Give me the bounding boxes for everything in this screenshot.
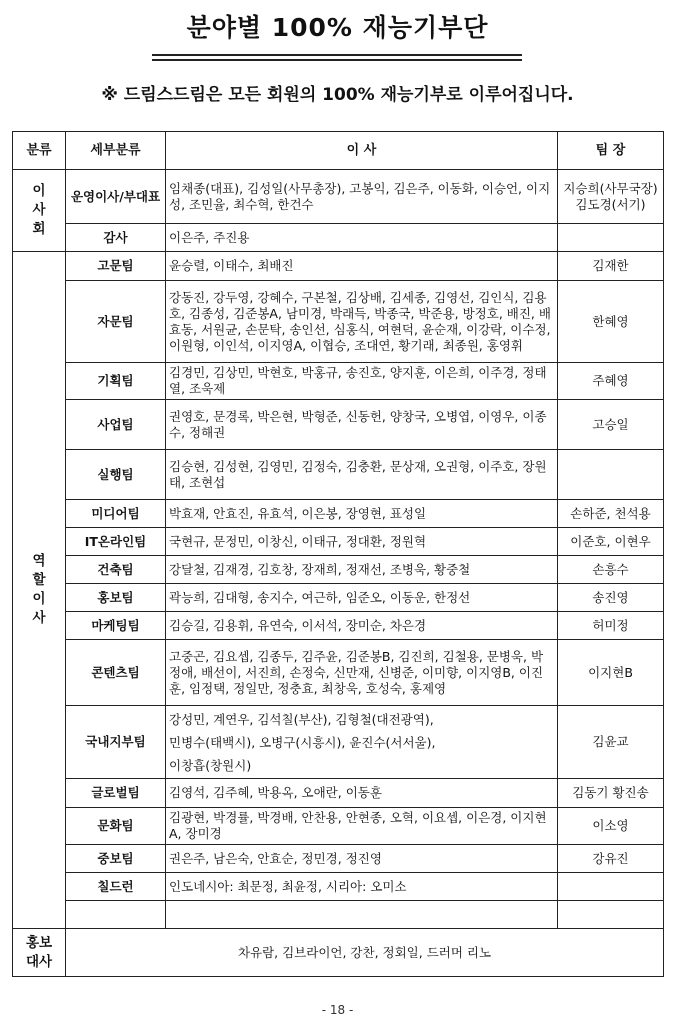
leader-cell: 이준호, 이현우 (558, 528, 664, 556)
talent-donation-table (12, 131, 664, 977)
members-cell: 김경민, 김상민, 박현호, 박홍규, 송진호, 양지훈, 이은희, 이주경, 정태열, 조욱제 (166, 363, 558, 400)
members-cell: 이은주, 주진용 (166, 224, 558, 252)
subcategory-cell: 감사 (66, 224, 166, 252)
header-category: 분류 (13, 132, 66, 170)
leader-cell: 지승희(사무국장) 김도경(서기) (558, 170, 664, 224)
members-line: 강성민, 계연우, 김석칠(부산), 김형철(대전광역), (169, 711, 434, 727)
table-row (13, 224, 664, 252)
table-row (13, 363, 664, 400)
members-cell: 고중곤, 김요셉, 김종두, 김주윤, 김준봉B, 김진희, 김철용, 문병욱, 박정애, 배선이, 서진희, 손정숙, 신만재, 신병준, 이미향, 이지영B, 이진훈, 임정택, 정일만, 정충효, 최창욱, 호성숙, 홍제영 (166, 640, 558, 706)
table-row (13, 528, 664, 556)
table-row (13, 400, 664, 450)
leader-cell: 강유진 (558, 845, 664, 873)
table-row (13, 556, 664, 584)
subcategory-cell: 마케팅팀 (66, 612, 166, 640)
subcategory-cell: 칠드런 (66, 873, 166, 901)
leader-cell: 김윤교 (558, 706, 664, 779)
table-row (13, 640, 664, 706)
subcategory-cell: 건축팀 (66, 556, 166, 584)
leader-cell: 김재한 (558, 252, 664, 281)
subcategory-cell: IT온라인팀 (66, 528, 166, 556)
members-cell: 윤승렬, 이태수, 최배진 (166, 252, 558, 281)
table-row (13, 450, 664, 500)
table-row (13, 170, 664, 224)
table-row (13, 808, 664, 845)
leader-cell (558, 901, 664, 929)
header-members: 이 사 (166, 132, 558, 170)
subcategory-cell (66, 901, 166, 929)
members-cell: 인도네시아: 최문정, 최윤정, 시리아: 오미소 (166, 873, 558, 901)
subcategory-cell: 고문팀 (66, 252, 166, 281)
leader-cell: 손하준, 천석용 (558, 500, 664, 528)
subcategory-cell: 콘텐츠팀 (66, 640, 166, 706)
table-row (13, 612, 664, 640)
leader-cell: 이지현B (558, 640, 664, 706)
category-ambassador (13, 929, 66, 977)
table-row (13, 845, 664, 873)
members-cell: 김승현, 김성현, 김영민, 김정숙, 김충환, 문상재, 오권형, 이주호, 장원태, 조현섭 (166, 450, 558, 500)
leader-cell: 김동기 황진송 (558, 779, 664, 808)
page-number: - 18 - (321, 1003, 354, 1017)
members-cell: 김영석, 김주혜, 박용옥, 오애란, 이동훈 (166, 779, 558, 808)
category-label: 이사회 (32, 183, 46, 237)
members-cell (166, 706, 558, 779)
subcategory-cell: 문화팀 (66, 808, 166, 845)
header-leader: 팀 장 (558, 132, 664, 170)
table-row (13, 779, 664, 808)
page-title: 분야별 100% 재능기부단 (186, 13, 489, 42)
leader-cell: 손흥수 (558, 556, 664, 584)
members-cell: 김광현, 박경률, 박경배, 안찬용, 안현종, 오혁, 이요셉, 이은경, 이지현A, 장미경 (166, 808, 558, 845)
table-row (13, 252, 664, 281)
subcategory-cell: 홍보팀 (66, 584, 166, 612)
members-cell: 권영호, 문경록, 박은현, 박형준, 신동헌, 양창국, 오병엽, 이영우, 이종수, 정해권 (166, 400, 558, 450)
members-cell: 김승길, 김용휘, 유연숙, 이서석, 장미순, 차은경 (166, 612, 558, 640)
leader-cell: 주혜영 (558, 363, 664, 400)
leader-cell (558, 450, 664, 500)
subcategory-cell: 자문팀 (66, 281, 166, 363)
leader-cell: 송진영 (558, 584, 664, 612)
members-cell: 곽능희, 김대형, 송지수, 여근하, 임준오, 이동운, 한정선 (166, 584, 558, 612)
members-cell: 강동진, 강두영, 강혜수, 구본철, 김상배, 김세종, 김영선, 김인식, 김용호, 김종성, 김준봉A, 남미경, 박래득, 박종국, 박준용, 방정호, 배진, 배효동, 서원균, 손문탁, 송인선, 심홍식, 여현덕, 윤순재, 이강락, 이수정, 이원형, 이인석, 이지영A, 이협승, 조대연, 황기래, 최종원, 홍영휘 (166, 281, 558, 363)
members-cell: 임채종(대표), 김성일(사무총장), 고봉익, 김은주, 이동화, 이승언, 이지성, 조민율, 최수혁, 한건수 (166, 170, 558, 224)
table-row (13, 706, 664, 779)
leader-cell: 한혜영 (558, 281, 664, 363)
leader-cell: 이소영 (558, 808, 664, 845)
table-row (13, 873, 664, 901)
title-underline (152, 54, 522, 61)
subcategory-cell: 미디어팀 (66, 500, 166, 528)
page-subtitle: ※ 드림스드림은 모든 회원의 100% 재능기부로 이루어집니다. (101, 85, 574, 105)
leader-cell: 고승일 (558, 400, 664, 450)
ambassador-members-cell: 차유람, 김브라이언, 강찬, 정회일, 드러머 리노 (66, 929, 664, 977)
subcategory-cell: 운영이사/부대표 (66, 170, 166, 224)
members-line: 이창흡(창원시) (169, 757, 252, 773)
members-cell (166, 901, 558, 929)
header-subcategory: 세부분류 (66, 132, 166, 170)
table-row (13, 500, 664, 528)
category-label: 역할이사 (32, 553, 46, 626)
table-row (13, 281, 664, 363)
members-cell: 국현규, 문정민, 이창신, 이태규, 정대환, 정원혁 (166, 528, 558, 556)
table-row (13, 929, 664, 977)
members-cell: 권은주, 남은숙, 안효순, 정민경, 정진영 (166, 845, 558, 873)
table-header-row (13, 132, 664, 170)
category-board (13, 170, 66, 252)
members-cell: 강달철, 김재경, 김호창, 장재희, 정재선, 조병욱, 황중철 (166, 556, 558, 584)
table-row (13, 584, 664, 612)
members-line: 민병수(태백시), 오병구(시흥시), 윤진수(서서울), (169, 734, 436, 750)
subcategory-cell: 글로벌팀 (66, 779, 166, 808)
table-row (13, 901, 664, 929)
subcategory-cell: 사업팀 (66, 400, 166, 450)
leader-cell: 허미정 (558, 612, 664, 640)
leader-cell (558, 873, 664, 901)
category-label: 홍보대사 (25, 934, 53, 970)
subcategory-cell: 기획팀 (66, 363, 166, 400)
members-cell: 박효재, 안효진, 유효석, 이은봉, 장영현, 표성일 (166, 500, 558, 528)
category-role (13, 252, 66, 929)
subcategory-cell: 중보팀 (66, 845, 166, 873)
leader-cell (558, 224, 664, 252)
subcategory-cell: 국내지부팀 (66, 706, 166, 779)
subcategory-cell: 실행팀 (66, 450, 166, 500)
